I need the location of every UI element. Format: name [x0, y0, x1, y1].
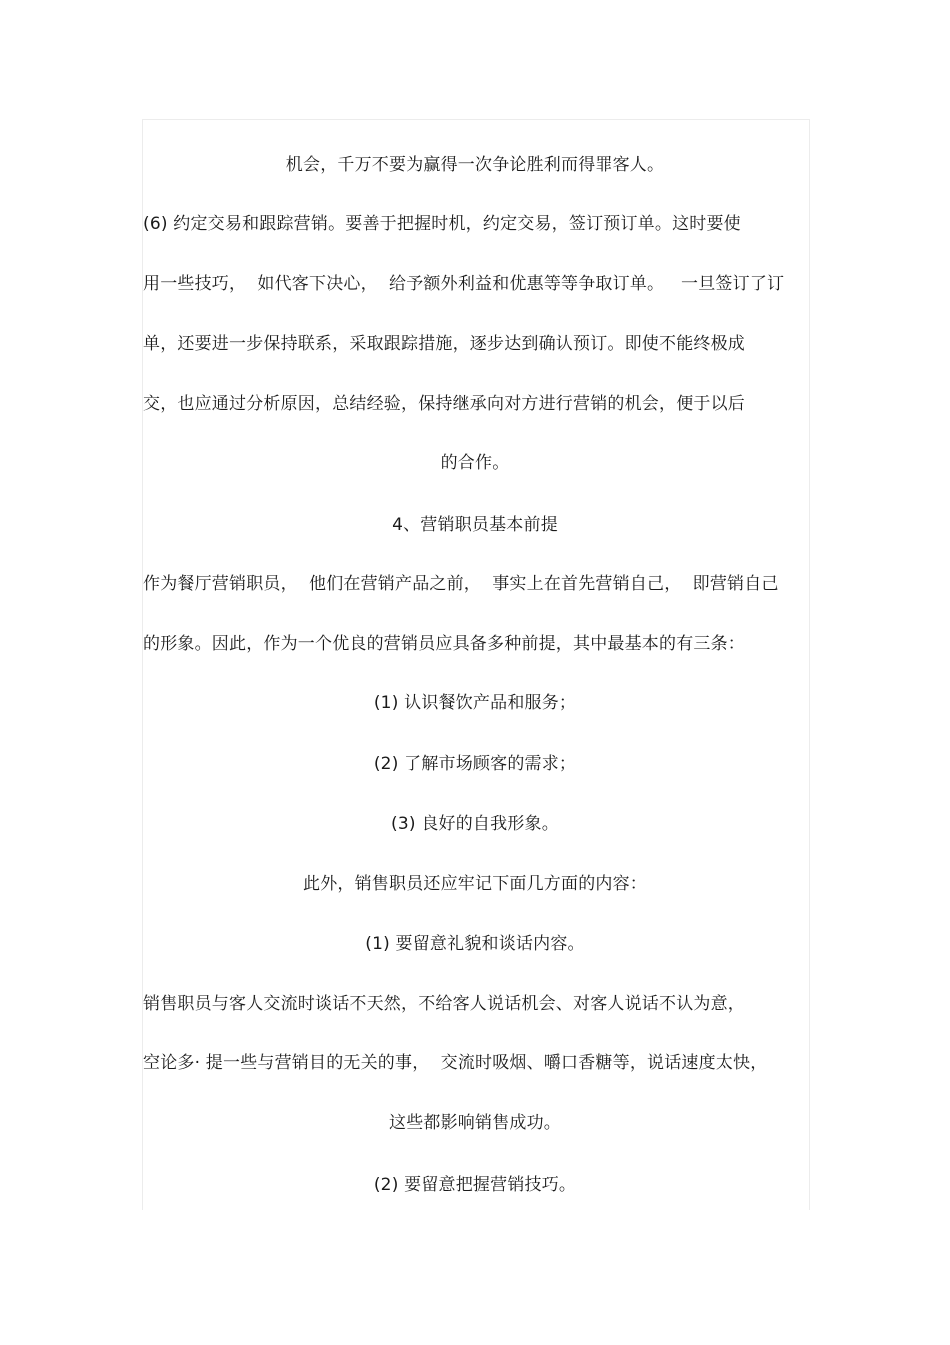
list-item-3: (3) 良好的自我形象。 — [391, 814, 559, 834]
subheading-2: (2) 要留意把握营销技巧。 — [373, 1175, 577, 1195]
text-line-9: 的形象。因此，作为一个优良的营销员应具备多种前提，其中最基本的有三条： — [143, 634, 745, 654]
text-line-2: (6) 约定交易和跟踪营销。要善于把握时机，约定交易，签订预订单。这时要使 — [143, 214, 741, 234]
text-line-1: 机会，千万不要为赢得一次争论胜利而得罪客人。 — [285, 155, 665, 175]
text-line-13: 此外，销售职员还应牢记下面几方面的内容： — [303, 874, 647, 894]
subheading-1: (1) 要留意礼貌和谈话内容。 — [365, 934, 585, 954]
text-line-5: 交，也应通过分析原因，总结经验，保持继承向对方进行营销的机会，便于以后 — [143, 394, 745, 414]
list-item-1: (1) 认识餐饮产品和服务； — [373, 693, 577, 713]
text-line-6: 的合作。 — [440, 453, 510, 473]
list-item-2: (2) 了解市场顾客的需求； — [373, 754, 577, 774]
text-line-8: 作为餐厅营销职员， 他们在营销产品之前， 事实上在首先营销自己， 即营销自己 — [143, 574, 779, 594]
text-line-17: 这些都影响销售成功。 — [389, 1113, 561, 1133]
text-line-4: 单，还要进一步保持联系，采取跟踪措施，逐步达到确认预订。即使不能终极成 — [143, 334, 745, 354]
section-heading: 4、营销职员基本前提 — [392, 515, 558, 535]
text-line-15: 销售职员与客人交流时谈话不天然，不给客人说话机会、对客人说话不认为意， — [143, 994, 745, 1014]
text-line-16: 空论多· 提一些与营销目的无关的事， 交流时吸烟、嚼口香糖等，说话速度太快， — [143, 1053, 768, 1073]
text-line-3: 用一些技巧， 如代客下决心， 给予额外利益和优惠等等争取订单。 一旦签订了订 — [143, 274, 785, 294]
